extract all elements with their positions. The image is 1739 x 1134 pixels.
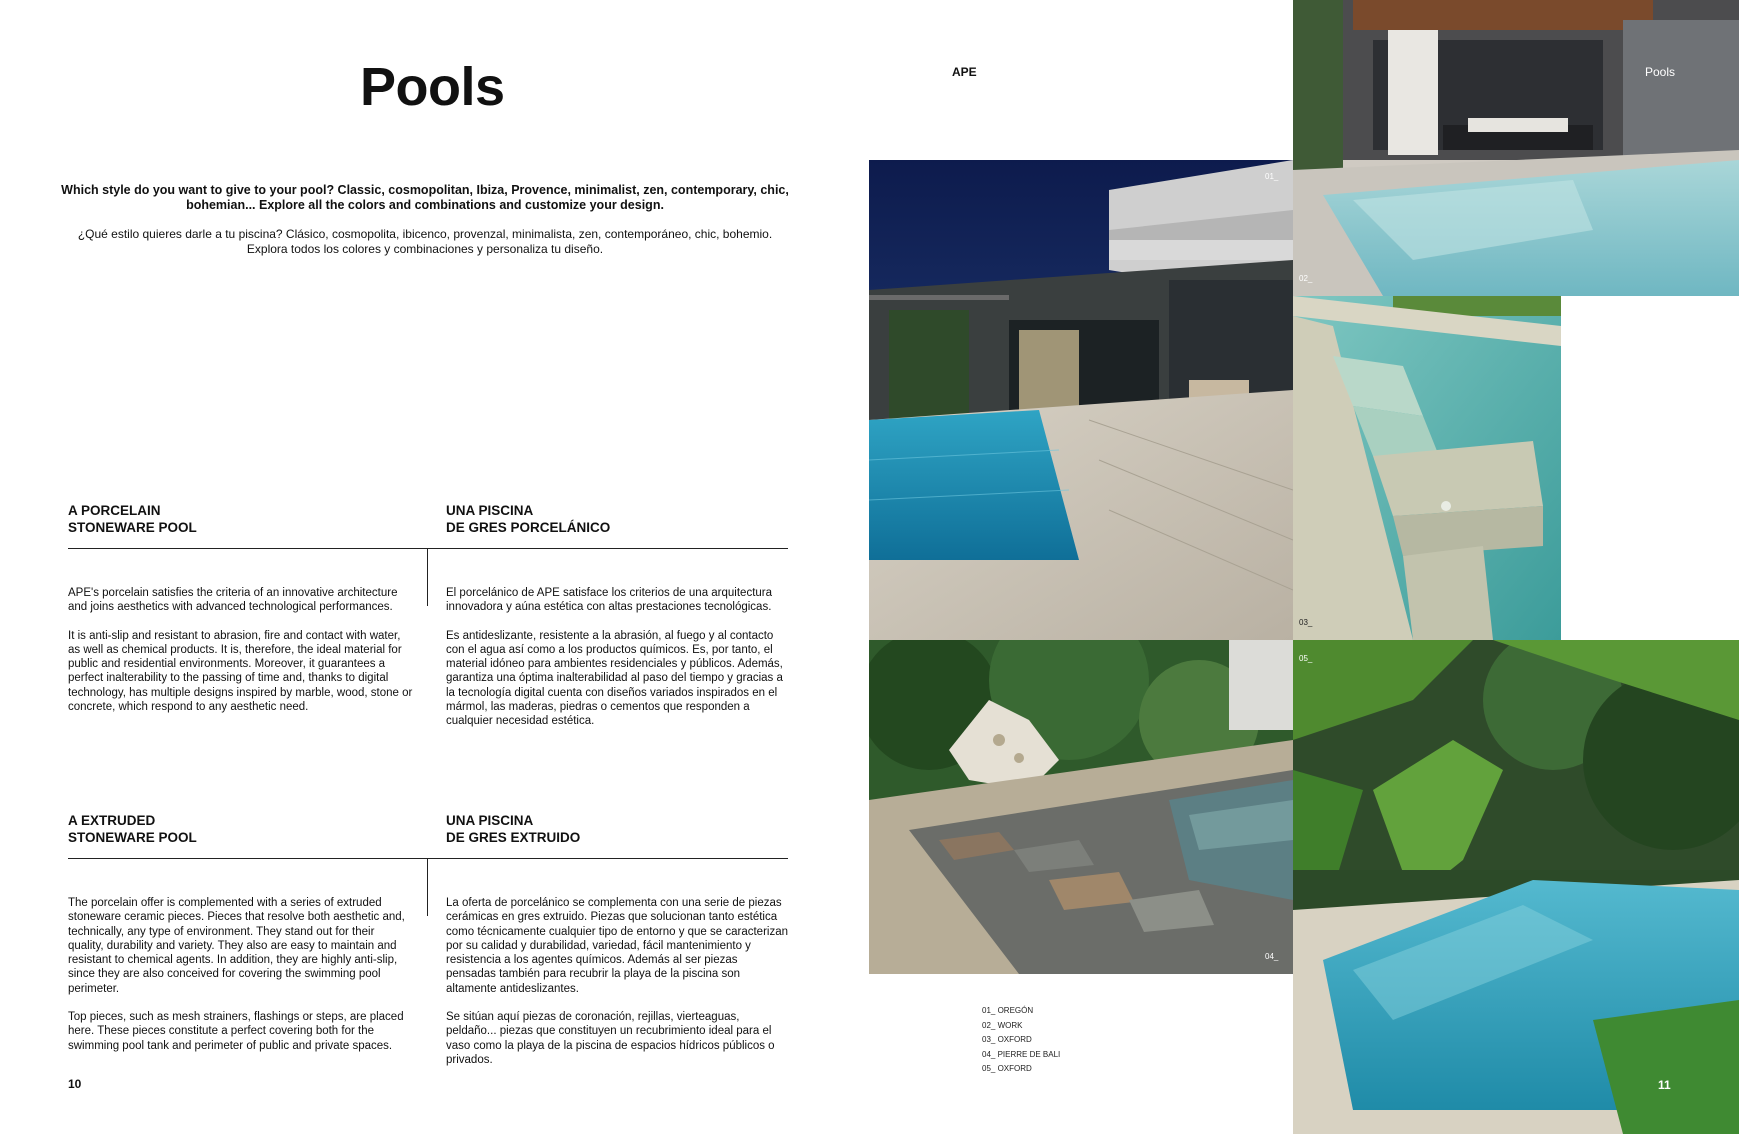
extruded-body-en xyxy=(68,896,413,1067)
photo-label-03: 03_ xyxy=(1299,618,1313,627)
extruded-column-divider xyxy=(427,858,428,916)
intro-es-line-2: Explora todos los colores y combinaciones y personaliza tu diseño. xyxy=(246,242,604,256)
photo-work-pool xyxy=(1293,0,1739,296)
porcelain-column-divider xyxy=(427,548,428,606)
legend-item: 05_ OXFORD xyxy=(982,1064,1032,1074)
intro-english xyxy=(60,183,790,213)
extruded-heading-es xyxy=(446,812,580,846)
legend-item: 01_ OREGÓN xyxy=(982,1006,1034,1015)
porcelain-heading-es xyxy=(446,502,610,536)
extruded-es-paragraph-1: La oferta de porcelánico se complementa con una serie de piezas cerámicas en gres extruido. Piezas que solucionan tanto estética como técnicamente cualquier tipo de entorno y que se caracterizan por su calidad y durabilidad, variedad, fácil mantenimiento y resistencia a los agentes químicos. Además al ser piezas pensadas también para recubrir la playa de la piscina son altamente antideslizantes. xyxy=(446,897,789,995)
page-number-right: 11 xyxy=(1658,1078,1671,1092)
porcelain-heading-es-line-1: UNA PISCINA xyxy=(446,503,534,518)
porcelain-heading-es-line-2: DE GRES PORCELÁNICO xyxy=(446,520,611,535)
photo-label-02: 02_ xyxy=(1299,274,1313,283)
section-tag: Pools xyxy=(1645,65,1676,79)
photo-label-05: 05_ xyxy=(1299,654,1313,663)
extruded-heading-en-line-1: A EXTRUDED xyxy=(68,813,156,828)
photo-label-04: 04_ xyxy=(1265,952,1279,961)
photo-pierre-de-bali-pool xyxy=(869,640,1293,974)
photo-legend xyxy=(982,1004,1060,1077)
extruded-en-paragraph-1: The porcelain offer is complemented with a series of extruded stoneware ceramic pieces. Pieces that resolve both aesthetic and, technically, any type of environment. They stand out for their quality, durability and variety. They also are easy to maintain and resistant to chemical agents. In addition, they are highly anti-slip, since they are also conceived for covering the swimming pool perimeter. xyxy=(68,897,405,995)
legend-item: 03_ OXFORD xyxy=(982,1035,1032,1045)
page-title: Pools xyxy=(360,57,505,117)
porcelain-es-paragraph-1: El porcelánico de APE satisface los criterios de una arquitectura innovadora y aúna estética con altas prestaciones tecnológicas. xyxy=(446,587,773,614)
extruded-en-paragraph-2: Top pieces, such as mesh strainers, flashings or steps, are placed here. These pieces constitute a perfect covering both for the swimming pool tank and perimeter of public and private spaces. xyxy=(68,1011,404,1052)
photo-oregon-pool xyxy=(869,160,1293,640)
porcelain-heading-en-line-2: STONEWARE POOL xyxy=(68,520,197,535)
extruded-heading-es-line-1: UNA PISCINA xyxy=(446,813,534,828)
porcelain-body-en xyxy=(68,586,413,728)
extruded-es-paragraph-2: Se sitúan aquí piezas de coronación, rejillas, vierteaguas, peldaño... piezas que constituyen un recubrimiento ideal para el vaso como la playa de la piscina de espacios hídricos públicos o privados. xyxy=(446,1011,775,1066)
legend-item: 04_ PIERRE DE BALI xyxy=(982,1049,1061,1059)
legend-item: 02_ WORK xyxy=(982,1020,1023,1030)
extruded-heading-es-line-2: DE GRES EXTRUIDO xyxy=(446,830,581,845)
porcelain-heading-en-line-1: A PORCELAIN xyxy=(68,503,161,518)
intro-es-line-1: ¿Qué estilo quieres darle a tu piscina? Clásico, cosmopolita, ibicenco, provenzal, minimalista, zen, contemporáneo, chic, bohemio. xyxy=(77,227,773,241)
intro-spanish xyxy=(60,227,790,257)
extruded-divider xyxy=(68,858,788,859)
porcelain-body-es xyxy=(446,586,790,743)
photo-oxford-steps xyxy=(1293,296,1561,640)
porcelain-divider xyxy=(68,548,788,549)
brand-logo: APE xyxy=(952,65,977,79)
porcelain-heading-en xyxy=(68,502,197,536)
extruded-heading-en-line-2: STONEWARE POOL xyxy=(68,830,197,845)
intro-en-line-1: Which style do you want to give to your pool? Classic, cosmopolitan, Ibiza, Provence, minimalist, zen, contemporary, chic, xyxy=(61,183,789,197)
extruded-body-es xyxy=(446,896,790,1081)
porcelain-es-paragraph-2: Es antideslizante, resistente a la abrasión, al fuego y al contacto con el agua así como a los productos químicos. Es, por tanto, el material idóneo para ambientes residenciales y públicos. Además, garantiza una óptima inalterabilidad al paso del tiempo y gracias a la tecnología digital cuenta con diseños variados inspirados en el mármol, las maderas, piedras o cementos que responden a cualquier necesidad estética. xyxy=(446,629,783,728)
photo-oxford-tropical-pool xyxy=(1293,640,1739,1134)
porcelain-en-paragraph-2: It is anti-slip and resistant to abrasion, fire and contact with water, as well as chemical products. It is, therefore, the ideal material for public and residential environments. Moreover, it guarantees a perfect inalterability to the passing of time and, thanks to digital technology, has multiple designs inspired by marble, wood, stone or concrete, which respond to any aesthetic need. xyxy=(68,629,413,714)
porcelain-en-paragraph-1: APE's porcelain satisfies the criteria of an innovative architecture and joins aesthetics with advanced technological performances. xyxy=(68,587,398,614)
page-number-left: 10 xyxy=(68,1077,82,1091)
intro-en-line-2: bohemian... Explore all the colors and combinations and customize your design. xyxy=(186,198,664,212)
photo-label-01: 01_ xyxy=(1265,172,1279,181)
extruded-heading-en xyxy=(68,812,197,846)
